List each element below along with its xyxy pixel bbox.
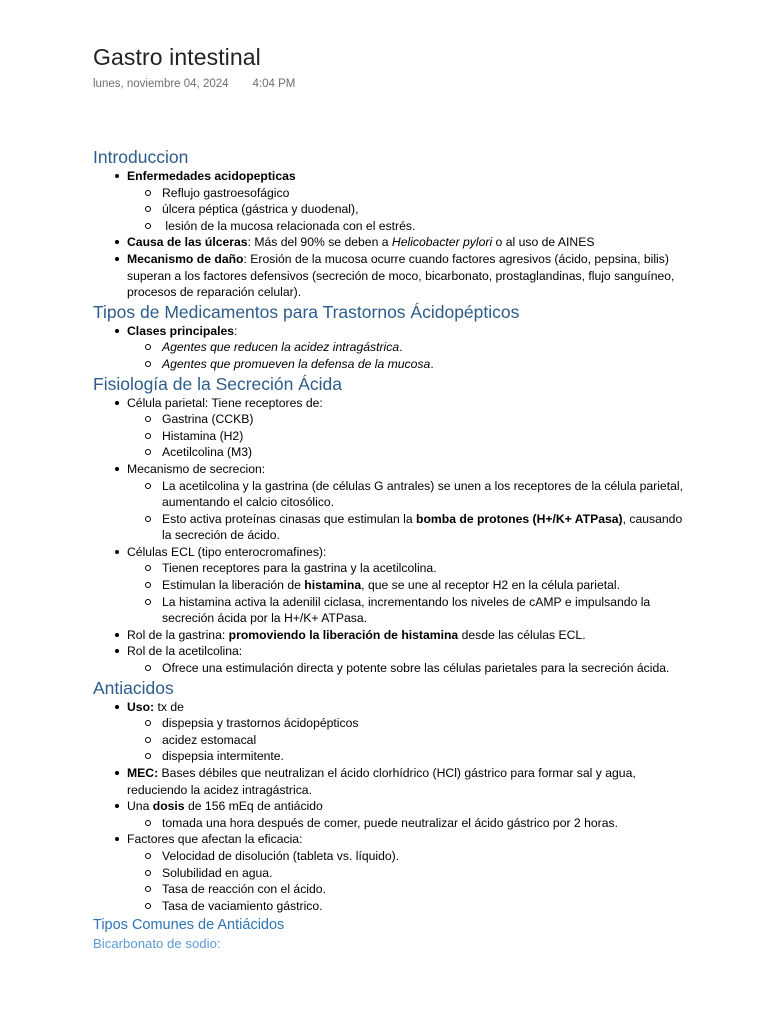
- list-item: tomada una hora después de comer, puede neutralizar el ácido gástrico por 2 horas.: [93, 815, 693, 832]
- list-item: Acetilcolina (M3): [93, 444, 693, 461]
- sub-list: [127, 478, 693, 544]
- heading-bicarbonato: Bicarbonato de sodio:: [93, 936, 221, 952]
- timestamp: [93, 78, 295, 90]
- sub-list: [127, 339, 693, 372]
- sub-list: [127, 848, 693, 914]
- list-item: La acetilcolina y la gastrina (de células G antrales) se unen a los receptores de la célula parietal, aumentando el calcio citosólico.: [93, 478, 693, 511]
- list-item: Histamina (H2): [93, 428, 693, 445]
- list-item: Factores que afectan la eficacia: Velocidad de disolución (tableta vs. líquido). Solubilidad en agua. Tasa de reacción con el ácido. Tasa de vaciamiento gástrico.: [93, 831, 693, 914]
- list-item: Ofrece una estimulación directa y potente sobre las células parietales para la secreción ácida.: [93, 660, 693, 677]
- list-item: La histamina activa la adenilil ciclasa, incrementando los niveles de cAMP e impulsando la secreción ácida por la H+/K+ ATPasa.: [93, 594, 693, 627]
- antiacidos-list: [93, 699, 693, 915]
- list-item: Célula parietal: Tiene receptores de: Gastrina (CCKB) Histamina (H2) Acetilcolina (M3): [93, 395, 693, 461]
- list-item: Una dosis de 156 mEq de antiácido tomada una hora después de comer, puede neutralizar el ácido gástrico por 2 horas.: [93, 798, 693, 831]
- heading-tipos-comunes: Tipos Comunes de Antiácidos: [93, 917, 285, 934]
- page-title: Gastro intestinal: [93, 44, 261, 70]
- fisiologia-list: [93, 395, 693, 677]
- list-item: Rol de la gastrina: promoviendo la liberación de histamina desde las células ECL.: [93, 627, 693, 644]
- note-body: [93, 146, 693, 952]
- sub-list: [127, 715, 693, 765]
- list-item: Mecanismo de daño: Erosión de la mucosa ocurre cuando factores agresivos (ácido, pepsina, bilis) superan a los factores defensivos (secreción de moco, bicarbonato, prostaglandinas, flujo sanguíneo, procesos de reparación celular).: [93, 251, 693, 301]
- list-item: Agentes que promueven la defensa de la mucosa.: [93, 356, 693, 373]
- list-item: Agentes que reducen la acidez intragástrica.: [93, 339, 693, 356]
- sub-list: [127, 815, 693, 832]
- heading-tipos-medicamentos: Tipos de Medicamentos para Trastornos Ácidopépticos: [93, 301, 520, 322]
- list-item: Enfermedades acidopepticas Reflujo gastroesofágico úlcera péptica (gástrica y duodenal), lesión de la mucosa relacionada con el estrés.: [93, 168, 693, 234]
- list-item: Células ECL (tipo enterocromafines): Tienen receptores para la gastrina y la acetilcolina. Estimulan la liberación de histamina, que se une al receptor H2 en la célula parietal. La histamina activa la adenilil ciclasa, incrementando los niveles de cAMP e impulsando la secreción ácida por la H+/K+ ATPasa.: [93, 544, 693, 627]
- list-item: Clases principales: Agentes que reducen la acidez intragástrica. Agentes que promueven la defensa de la mucosa.: [93, 323, 693, 373]
- list-item: dispepsia y trastornos ácidopépticos: [93, 715, 693, 732]
- sub-list: [127, 660, 693, 677]
- list-item: acidez estomacal: [93, 732, 693, 749]
- time-text: 4:04 PM: [252, 78, 296, 90]
- tipos-list: [93, 323, 693, 373]
- list-item: Reflujo gastroesofágico: [93, 185, 693, 202]
- list-item: Rol de la acetilcolina: Ofrece una estimulación directa y potente sobre las células parietales para la secreción ácida.: [93, 643, 693, 676]
- list-item: Esto activa proteínas cinasas que estimulan la bomba de protones (H+/K+ ATPasa), causando la secreción de ácido.: [93, 511, 693, 544]
- list-item: Tienen receptores para la gastrina y la acetilcolina.: [93, 560, 693, 577]
- list-item: Estimulan la liberación de histamina, que se une al receptor H2 en la célula parietal.: [93, 577, 693, 594]
- list-item: Tasa de vaciamiento gástrico.: [93, 898, 693, 915]
- sub-list: [127, 411, 693, 461]
- list-item: MEC: Bases débiles que neutralizan el ácido clorhídrico (HCl) gástrico para formar sal y agua, reduciendo la acidez intragástrica.: [93, 765, 693, 798]
- sub-list: [127, 560, 693, 626]
- list-item: úlcera péptica (gástrica y duodenal),: [93, 201, 693, 218]
- sub-list: [127, 185, 693, 235]
- list-item: dispepsia intermitente.: [93, 748, 693, 765]
- list-item: lesión de la mucosa relacionada con el estrés.: [93, 218, 693, 235]
- intro-list: [93, 168, 693, 301]
- list-item: Mecanismo de secrecion: La acetilcolina y la gastrina (de células G antrales) se unen a los receptores de la célula parietal, aumentando el calcio citosólico. Esto activa proteínas cinasas que estimulan la bomba de protones (H+/K+ ATPasa), causando la secreción de ácido.: [93, 461, 693, 544]
- heading-introduccion: Introduccion: [93, 147, 189, 167]
- list-item: Solubilidad en agua.: [93, 865, 693, 882]
- list-item: Causa de las úlceras: Más del 90% se deben a Helicobacter pylori o al uso de AINES: [93, 234, 693, 251]
- list-item: Tasa de reacción con el ácido.: [93, 881, 693, 898]
- list-item: Gastrina (CCKB): [93, 411, 693, 428]
- heading-fisiologia: Fisiología de la Secreción Ácida: [93, 373, 343, 394]
- list-item: Uso: tx de dispepsia y trastornos ácidopépticos acidez estomacal dispepsia intermitente.: [93, 699, 693, 765]
- list-item: Velocidad de disolución (tableta vs. líquido).: [93, 848, 693, 865]
- heading-antiacidos: Antiacidos: [93, 677, 174, 698]
- date-text: lunes, noviembre 04, 2024: [93, 78, 229, 90]
